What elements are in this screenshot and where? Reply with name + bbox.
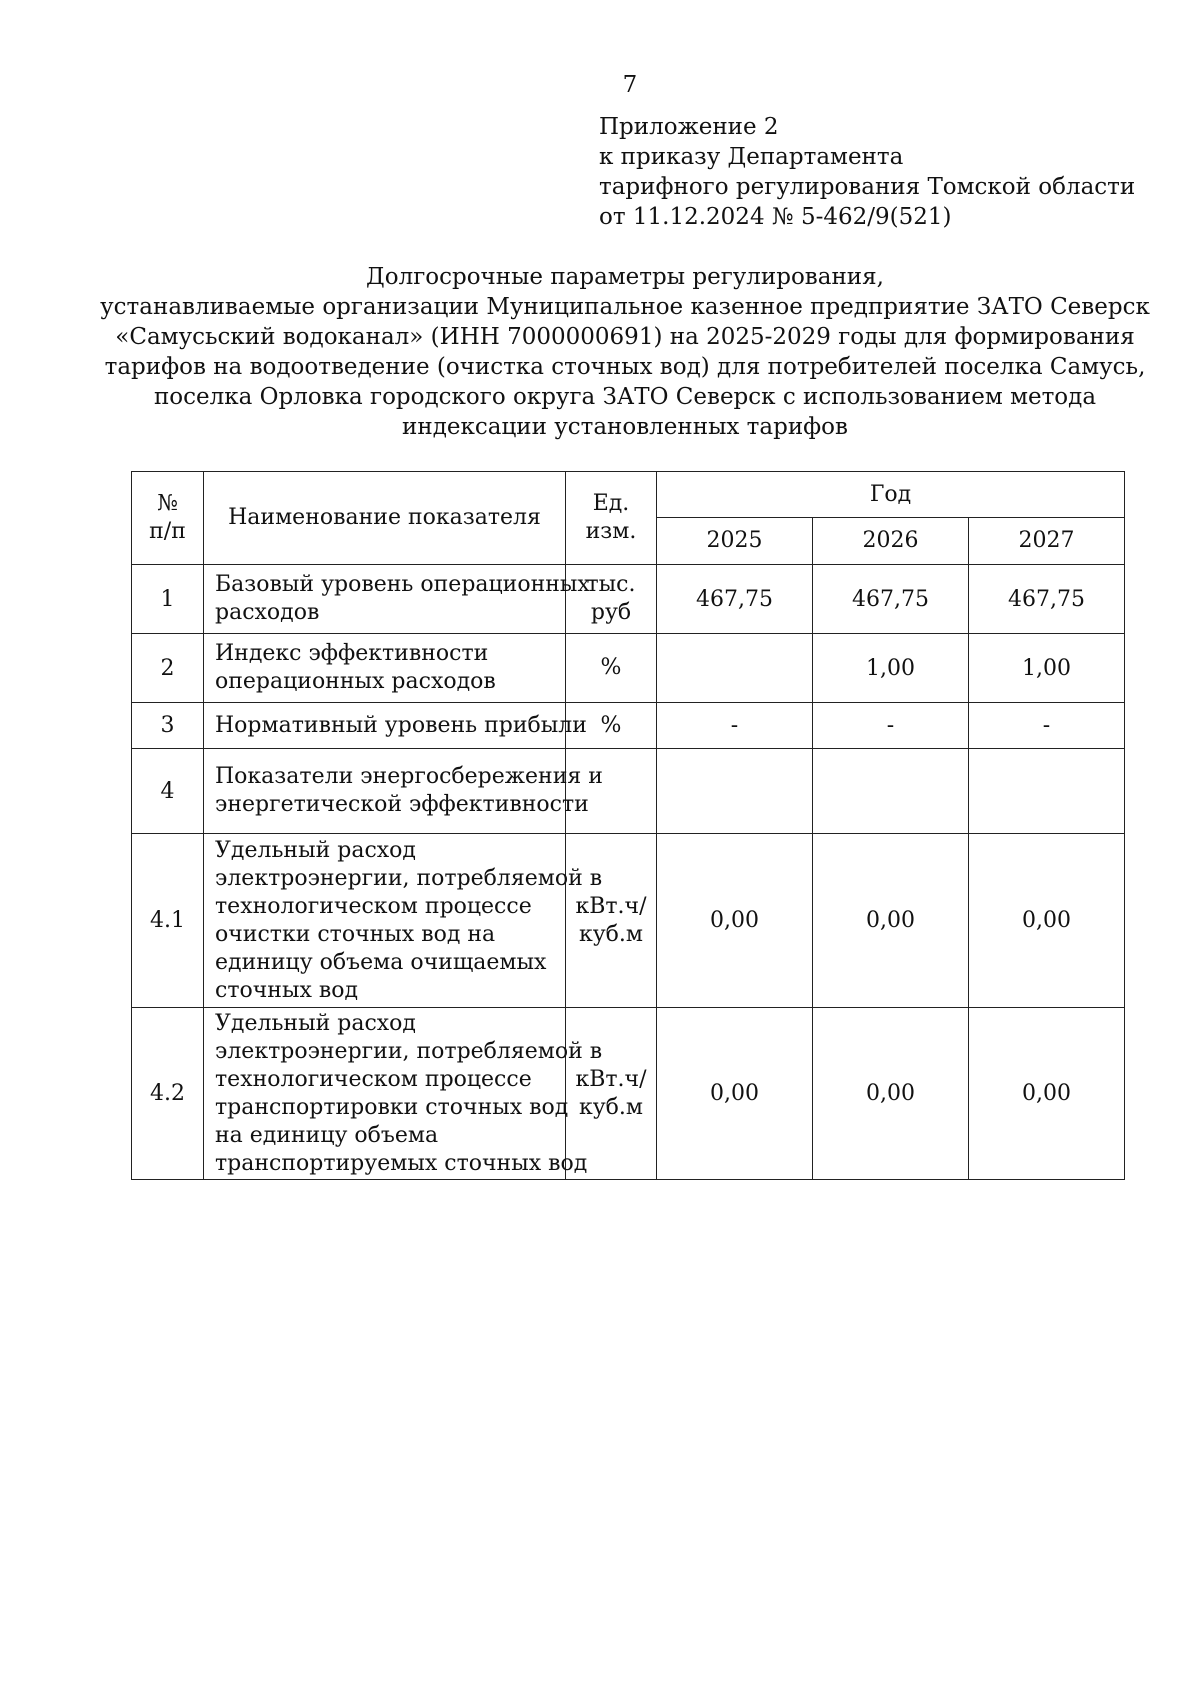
- header-year: 2025: [657, 518, 813, 565]
- indicator-name: [204, 1008, 603, 1180]
- table-body: [132, 565, 1125, 1180]
- indicator-name-line: технологическом процессе: [215, 893, 532, 919]
- appendix-line: Приложение 2: [599, 114, 779, 140]
- indicator-name-line: сточных вод: [215, 977, 359, 1003]
- indicator-name-line: Удельный расход: [215, 837, 416, 863]
- indicator-name-line: на единицу объема: [215, 1122, 439, 1148]
- indicator-name: [204, 834, 603, 1008]
- year-value-2025: -: [657, 703, 813, 749]
- header-unit: [566, 472, 657, 565]
- indicator-name-line: расходов: [215, 600, 320, 625]
- year-value-2026: 0,00: [813, 1008, 969, 1180]
- row-number: 2: [132, 634, 204, 703]
- year-value-2027: 1,00: [969, 634, 1125, 703]
- table-row: [132, 703, 1125, 749]
- indicator-name-line: Показатели энергосбережения и: [215, 764, 603, 789]
- year-value-2027: 0,00: [969, 1008, 1125, 1180]
- indicator-name-line: электроэнергии, потребляемой в: [215, 1038, 603, 1064]
- header-unit-line2: изм.: [585, 519, 637, 544]
- unit-line: кВт.ч/: [575, 1066, 647, 1092]
- header-year: 2027: [969, 518, 1125, 565]
- unit-line: %: [600, 712, 622, 738]
- indicator-name: [204, 634, 566, 703]
- appendix-line: тарифного регулирования Томской области: [599, 174, 1136, 200]
- title-line: тарифов на водоотведение (очистка сточных вод) для потребителей поселка Самусь,: [104, 354, 1146, 380]
- indicator-name-line: энергетической эффективности: [215, 792, 589, 817]
- indicator-name-line: транспортировки сточных вод: [215, 1094, 569, 1120]
- year-value-2026: -: [813, 703, 969, 749]
- unit-line: куб.м: [578, 921, 644, 947]
- year-value-2026: 467,75: [813, 565, 969, 634]
- table-row: [132, 1008, 1125, 1180]
- header-year-group: Год: [657, 472, 1125, 518]
- unit-line: %: [600, 655, 622, 680]
- year-value-2027: [969, 749, 1125, 834]
- indicator-name: [204, 565, 590, 634]
- unit-line: кВт.ч/: [575, 893, 647, 919]
- table-row: [132, 565, 1125, 634]
- indicator-name-line: операционных расходов: [215, 669, 496, 694]
- header-unit-line1: Ед.: [592, 491, 630, 516]
- appendix-line: к приказу Департамента: [599, 144, 904, 170]
- indicator-name-line: Базовый уровень операционных: [215, 572, 590, 597]
- indicator-name-line: очистки сточных вод на: [215, 921, 496, 947]
- year-value-2025: 0,00: [657, 1008, 813, 1180]
- row-number: 4.1: [132, 834, 204, 1008]
- year-value-2025: [657, 634, 813, 703]
- title-line: «Самусьский водоканал» (ИНН 7000000691) на 2025-2029 годы для формирования: [115, 324, 1135, 350]
- year-value-2025: 467,75: [657, 565, 813, 634]
- unit-of-measure: [566, 749, 657, 834]
- parameters-table: [131, 471, 1125, 1180]
- indicator-name-line: Индекс эффективности: [215, 641, 489, 666]
- indicator-name-line: единицу объема очищаемых: [215, 949, 547, 975]
- unit-line: куб.м: [578, 1094, 644, 1120]
- header-indicator-name: Наименование показателя: [204, 472, 566, 565]
- unit-of-measure: [566, 834, 657, 1008]
- indicator-name-line: Нормативный уровень прибыли: [215, 712, 587, 738]
- year-value-2025: 0,00: [657, 834, 813, 1008]
- indicator-name: [204, 703, 587, 749]
- title-line: устанавливаемые организации Муниципальное казенное предприятие ЗАТО Северск: [100, 294, 1150, 320]
- appendix-line: от 11.12.2024 № 5-462/9(521): [599, 204, 952, 230]
- year-value-2026: 0,00: [813, 834, 969, 1008]
- row-number: 4: [132, 749, 204, 834]
- title-line: индексации установленных тарифов: [402, 414, 848, 440]
- header-number-line1: №: [157, 491, 178, 516]
- title-line: поселка Орловка городского округа ЗАТО Северск с использованием метода: [153, 384, 1097, 410]
- document-title: [100, 262, 1150, 442]
- indicator-name-line: технологическом процессе: [215, 1066, 532, 1092]
- indicator-name-line: Удельный расход: [215, 1010, 416, 1036]
- unit-line: руб: [590, 600, 632, 625]
- indicator-name-line: транспортируемых сточных вод: [215, 1150, 588, 1176]
- unit-line: тыс.: [586, 572, 636, 597]
- year-value-2025: [657, 749, 813, 834]
- year-value-2027: 0,00: [969, 834, 1125, 1008]
- appendix-block: [599, 112, 1135, 232]
- unit-of-measure: [566, 634, 657, 703]
- year-value-2026: 1,00: [813, 634, 969, 703]
- row-number: 4.2: [132, 1008, 204, 1180]
- row-number: 3: [132, 703, 204, 749]
- header-year: 2026: [813, 518, 969, 565]
- row-number: 1: [132, 565, 204, 634]
- year-value-2027: 467,75: [969, 565, 1125, 634]
- header-number-line2: п/п: [149, 519, 186, 544]
- page-number: 7: [622, 72, 638, 98]
- indicator-name: [204, 749, 603, 834]
- table-row: [132, 834, 1125, 1008]
- header-number: [132, 472, 204, 565]
- year-value-2026: [813, 749, 969, 834]
- title-line: Долгосрочные параметры регулирования,: [366, 264, 884, 290]
- table-row: [132, 749, 1125, 834]
- table-row: [132, 634, 1125, 703]
- year-value-2027: -: [969, 703, 1125, 749]
- indicator-name-line: электроэнергии, потребляемой в: [215, 865, 603, 891]
